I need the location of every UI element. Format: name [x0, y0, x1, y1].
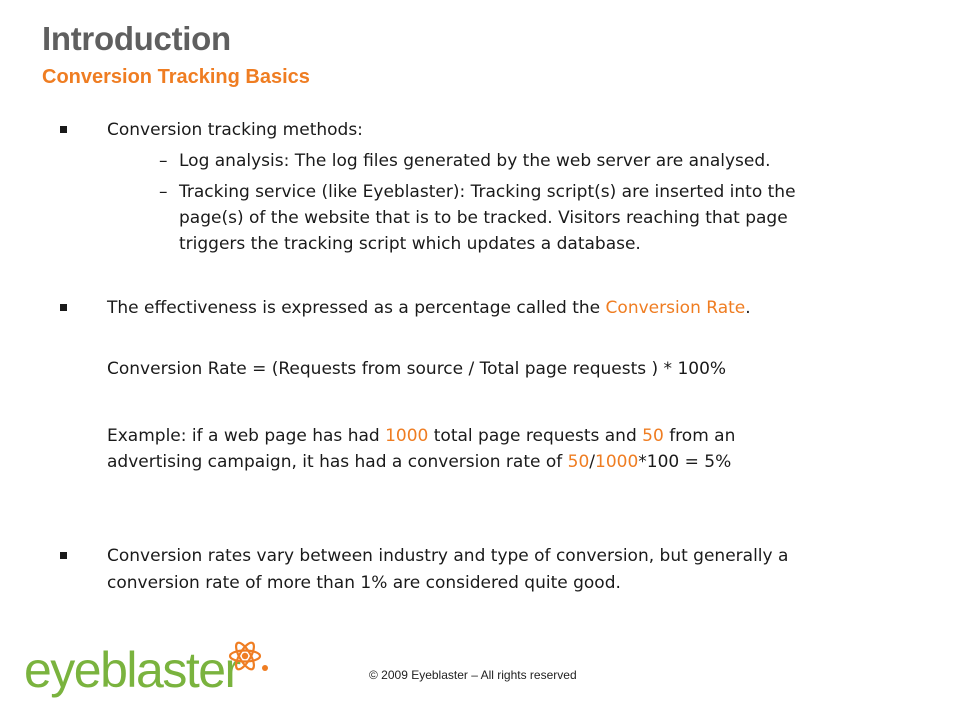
- sub-item-tracking-service-line3: triggers the tracking script which updates a database.: [179, 234, 641, 254]
- bullet-marker: [60, 552, 67, 559]
- conversion-rate-highlight: Conversion Rate: [605, 298, 746, 318]
- example-number: 50: [642, 426, 664, 446]
- eyeblaster-logo: eyeblaster: [24, 642, 240, 698]
- bullet-conversion-methods: Conversion tracking methods:: [107, 120, 363, 140]
- bullet-conversion-rates-vary-line1: Conversion rates vary between industry and type of conversion, but generally a: [107, 546, 789, 566]
- example-number: 1000: [595, 452, 639, 472]
- conversion-rate-formula: Conversion Rate = (Requests from source / Total page requests ) * 100%: [107, 359, 727, 379]
- example-text: advertising campaign, it has had a conversion rate of: [107, 452, 568, 472]
- bullet-marker: [60, 304, 67, 311]
- copyright-notice: © 2009 Eyeblaster – All rights reserved: [369, 668, 577, 682]
- slide-title: Introduction: [42, 20, 231, 57]
- example-text: total page requests and: [428, 426, 643, 446]
- example-text: *100 = 5%: [638, 452, 732, 472]
- example-text: /: [589, 452, 596, 472]
- bullet-effectiveness: [107, 296, 751, 320]
- sub-item-tracking-service-line1: Tracking service (like Eyeblaster): Tracking script(s) are inserted into the: [179, 182, 796, 202]
- example-line2: [107, 450, 731, 474]
- bullet-effectiveness-end: .: [745, 298, 751, 318]
- example-text: from an: [663, 426, 736, 446]
- dash-marker: –: [159, 182, 168, 202]
- example-number: 1000: [385, 426, 429, 446]
- dash-marker: –: [159, 151, 168, 171]
- bullet-marker: [60, 126, 67, 133]
- example-number: 50: [567, 452, 590, 472]
- atom-icon: [225, 636, 273, 676]
- example-text: Example: if a web page has had: [107, 426, 386, 446]
- sub-item-log-analysis: Log analysis: The log files generated by the web server are analysed.: [179, 151, 771, 171]
- slide-subtitle: Conversion Tracking Basics: [42, 66, 310, 88]
- sub-item-tracking-service-line2: page(s) of the website that is to be tracked. Visitors reaching that page: [179, 208, 788, 228]
- example-line1: [107, 424, 735, 448]
- bullet-conversion-rates-vary-line2: conversion rate of more than 1% are considered quite good.: [107, 573, 621, 593]
- bullet-effectiveness-text: The effectiveness is expressed as a percentage called the: [107, 298, 606, 318]
